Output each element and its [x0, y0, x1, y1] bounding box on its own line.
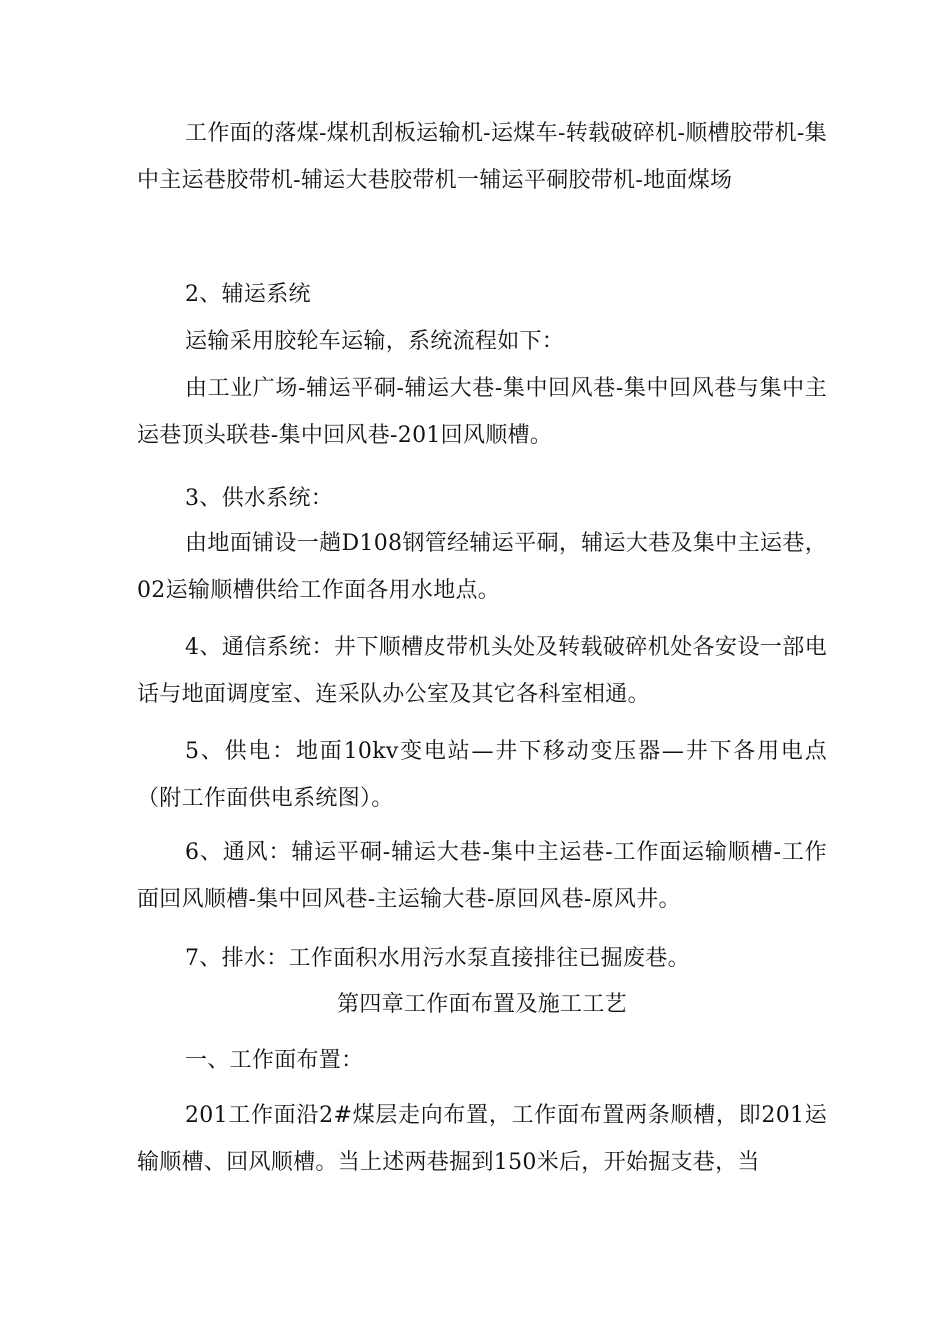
paragraph-water-supply-body: 由地面铺设一趟D108钢管经辅运平硐，辅运大巷及集中主运巷，02运输顺槽供给工作面各用水地点。	[137, 531, 827, 603]
paragraph-coal-transport-flow: 工作面的落煤-煤机刮板运输机-运煤车-转载破碎机-顺槽胶带机-集中主运巷胶带机-辅运大巷胶带机一辅运平硐胶带机-地面煤场	[137, 121, 827, 193]
paragraph-power-supply: 5、供电：地面10kv变电站—井下移动变压器—井下各用电点（附工作面供电系统图）。	[137, 739, 827, 811]
section-title: 一、工作面布置：	[185, 1048, 364, 1073]
paragraph-aux-transport-flow: 由工业广场-辅运平硐-辅运大巷-集中回风巷-集中回风巷与集中主运巷顶头联巷-集中回风巷-201回风顺槽。	[137, 376, 827, 448]
paragraph-aux-transport-heading: 2、辅运系统	[185, 282, 311, 307]
paragraph-ventilation: 6、通风：辅运平硐-辅运大巷-集中主运巷-工作面运输顺槽-工作面回风顺槽-集中回风巷-主运输大巷-原回风巷-原风井。	[137, 840, 827, 912]
paragraph-communication-system: 4、通信系统：井下顺槽皮带机头处及转载破碎机处各安设一部电话与地面调度室、连采队办公室及其它各科室相通。	[137, 635, 827, 707]
chapter-title: 第四章工作面布置及施工工艺	[337, 992, 627, 1017]
paragraph-water-supply-heading: 3、供水系统：	[185, 486, 334, 511]
paragraph-layout-body: 201工作面沿2#煤层走向布置，工作面布置两条顺槽，即201运输顺槽、回风顺槽。当上述两巷掘到150米后，开始掘支巷，当	[137, 1103, 827, 1175]
paragraph-aux-transport-intro: 运输采用胶轮车运输，系统流程如下：	[185, 329, 565, 354]
paragraph-drainage: 7、排水：工作面积水用污水泵直接排往已掘废巷。	[185, 946, 690, 971]
